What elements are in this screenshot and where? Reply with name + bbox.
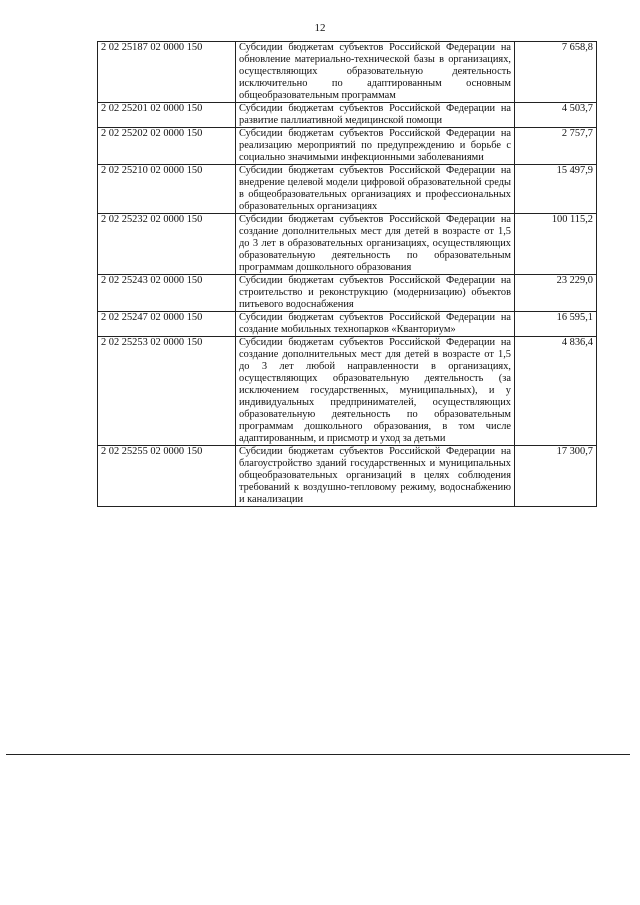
revenue-description: Субсидии бюджетам субъектов Российской Федерации на создание мобильных технопарков «Кванториум» [236,312,515,337]
amount-value: 4 503,7 [515,103,597,128]
table-row [98,103,597,128]
amount-value: 2 757,7 [515,128,597,165]
budget-revenue-table [97,41,597,507]
amount-value: 4 836,4 [515,337,597,446]
amount-value: 23 229,0 [515,275,597,312]
budget-classification-code: 2 02 25247 02 0000 150 [98,312,236,337]
amount-value: 17 300,7 [515,446,597,507]
amount-value: 15 497,9 [515,165,597,214]
table-row [98,337,597,446]
table-row [98,165,597,214]
revenue-description: Субсидии бюджетам субъектов Российской Федерации на создание дополнительных мест для детей в возрасте от 1,5 до 3 лет любой направленности в организациях, осуществляющих образовательную деятельность (за исключением государственных, муниципальных), и у индивидуальных предпринимателей, осуществляющих образовательную деятельность по образовательным программам дошкольного образования, в том числе адаптированным, и присмотр и уход за детьми [236,337,515,446]
revenue-description: Субсидии бюджетам субъектов Российской Федерации на строительство и реконструкцию (модернизацию) объектов питьевого водоснабжения [236,275,515,312]
budget-classification-code: 2 02 25210 02 0000 150 [98,165,236,214]
table-row [98,128,597,165]
budget-classification-code: 2 02 25253 02 0000 150 [98,337,236,446]
amount-value: 16 595,1 [515,312,597,337]
budget-classification-code: 2 02 25232 02 0000 150 [98,214,236,275]
revenue-description: Субсидии бюджетам субъектов Российской Федерации на внедрение целевой модели цифровой образовательной среды в общеобразовательных организациях и профессиональных образовательных организациях [236,165,515,214]
revenue-description: Субсидии бюджетам субъектов Российской Федерации на благоустройство зданий государственных и муниципальных общеобразовательных организаций в целях соблюдения требований к воздушно-тепловому режиму, водоснабжению и канализации [236,446,515,507]
page-footer-divider [6,754,630,755]
budget-classification-code: 2 02 25187 02 0000 150 [98,42,236,103]
revenue-description: Субсидии бюджетам субъектов Российской Федерации на обновление материально-технической базы в организациях, осуществляющих образовательную деятельность исключительно по адаптированным основным общеобразовательным программам [236,42,515,103]
amount-value: 7 658,8 [515,42,597,103]
table-row [98,42,597,103]
table-row [98,214,597,275]
budget-classification-code: 2 02 25202 02 0000 150 [98,128,236,165]
revenue-description: Субсидии бюджетам субъектов Российской Федерации на развитие паллиативной медицинской помощи [236,103,515,128]
revenue-description: Субсидии бюджетам субъектов Российской Федерации на реализацию мероприятий по предупреждению и борьбе с социально значимыми инфекционными заболеваниями [236,128,515,165]
revenue-description: Субсидии бюджетам субъектов Российской Федерации на создание дополнительных мест для детей в возрасте от 1,5 до 3 лет в образовательных организациях, осуществляющих образовательную деятельность по образовательным программам дошкольного образования [236,214,515,275]
budget-classification-code: 2 02 25255 02 0000 150 [98,446,236,507]
amount-value: 100 115,2 [515,214,597,275]
table-row [98,446,597,507]
page-number: 12 [314,22,326,34]
budget-classification-code: 2 02 25243 02 0000 150 [98,275,236,312]
table-row [98,312,597,337]
table-row [98,275,597,312]
budget-classification-code: 2 02 25201 02 0000 150 [98,103,236,128]
